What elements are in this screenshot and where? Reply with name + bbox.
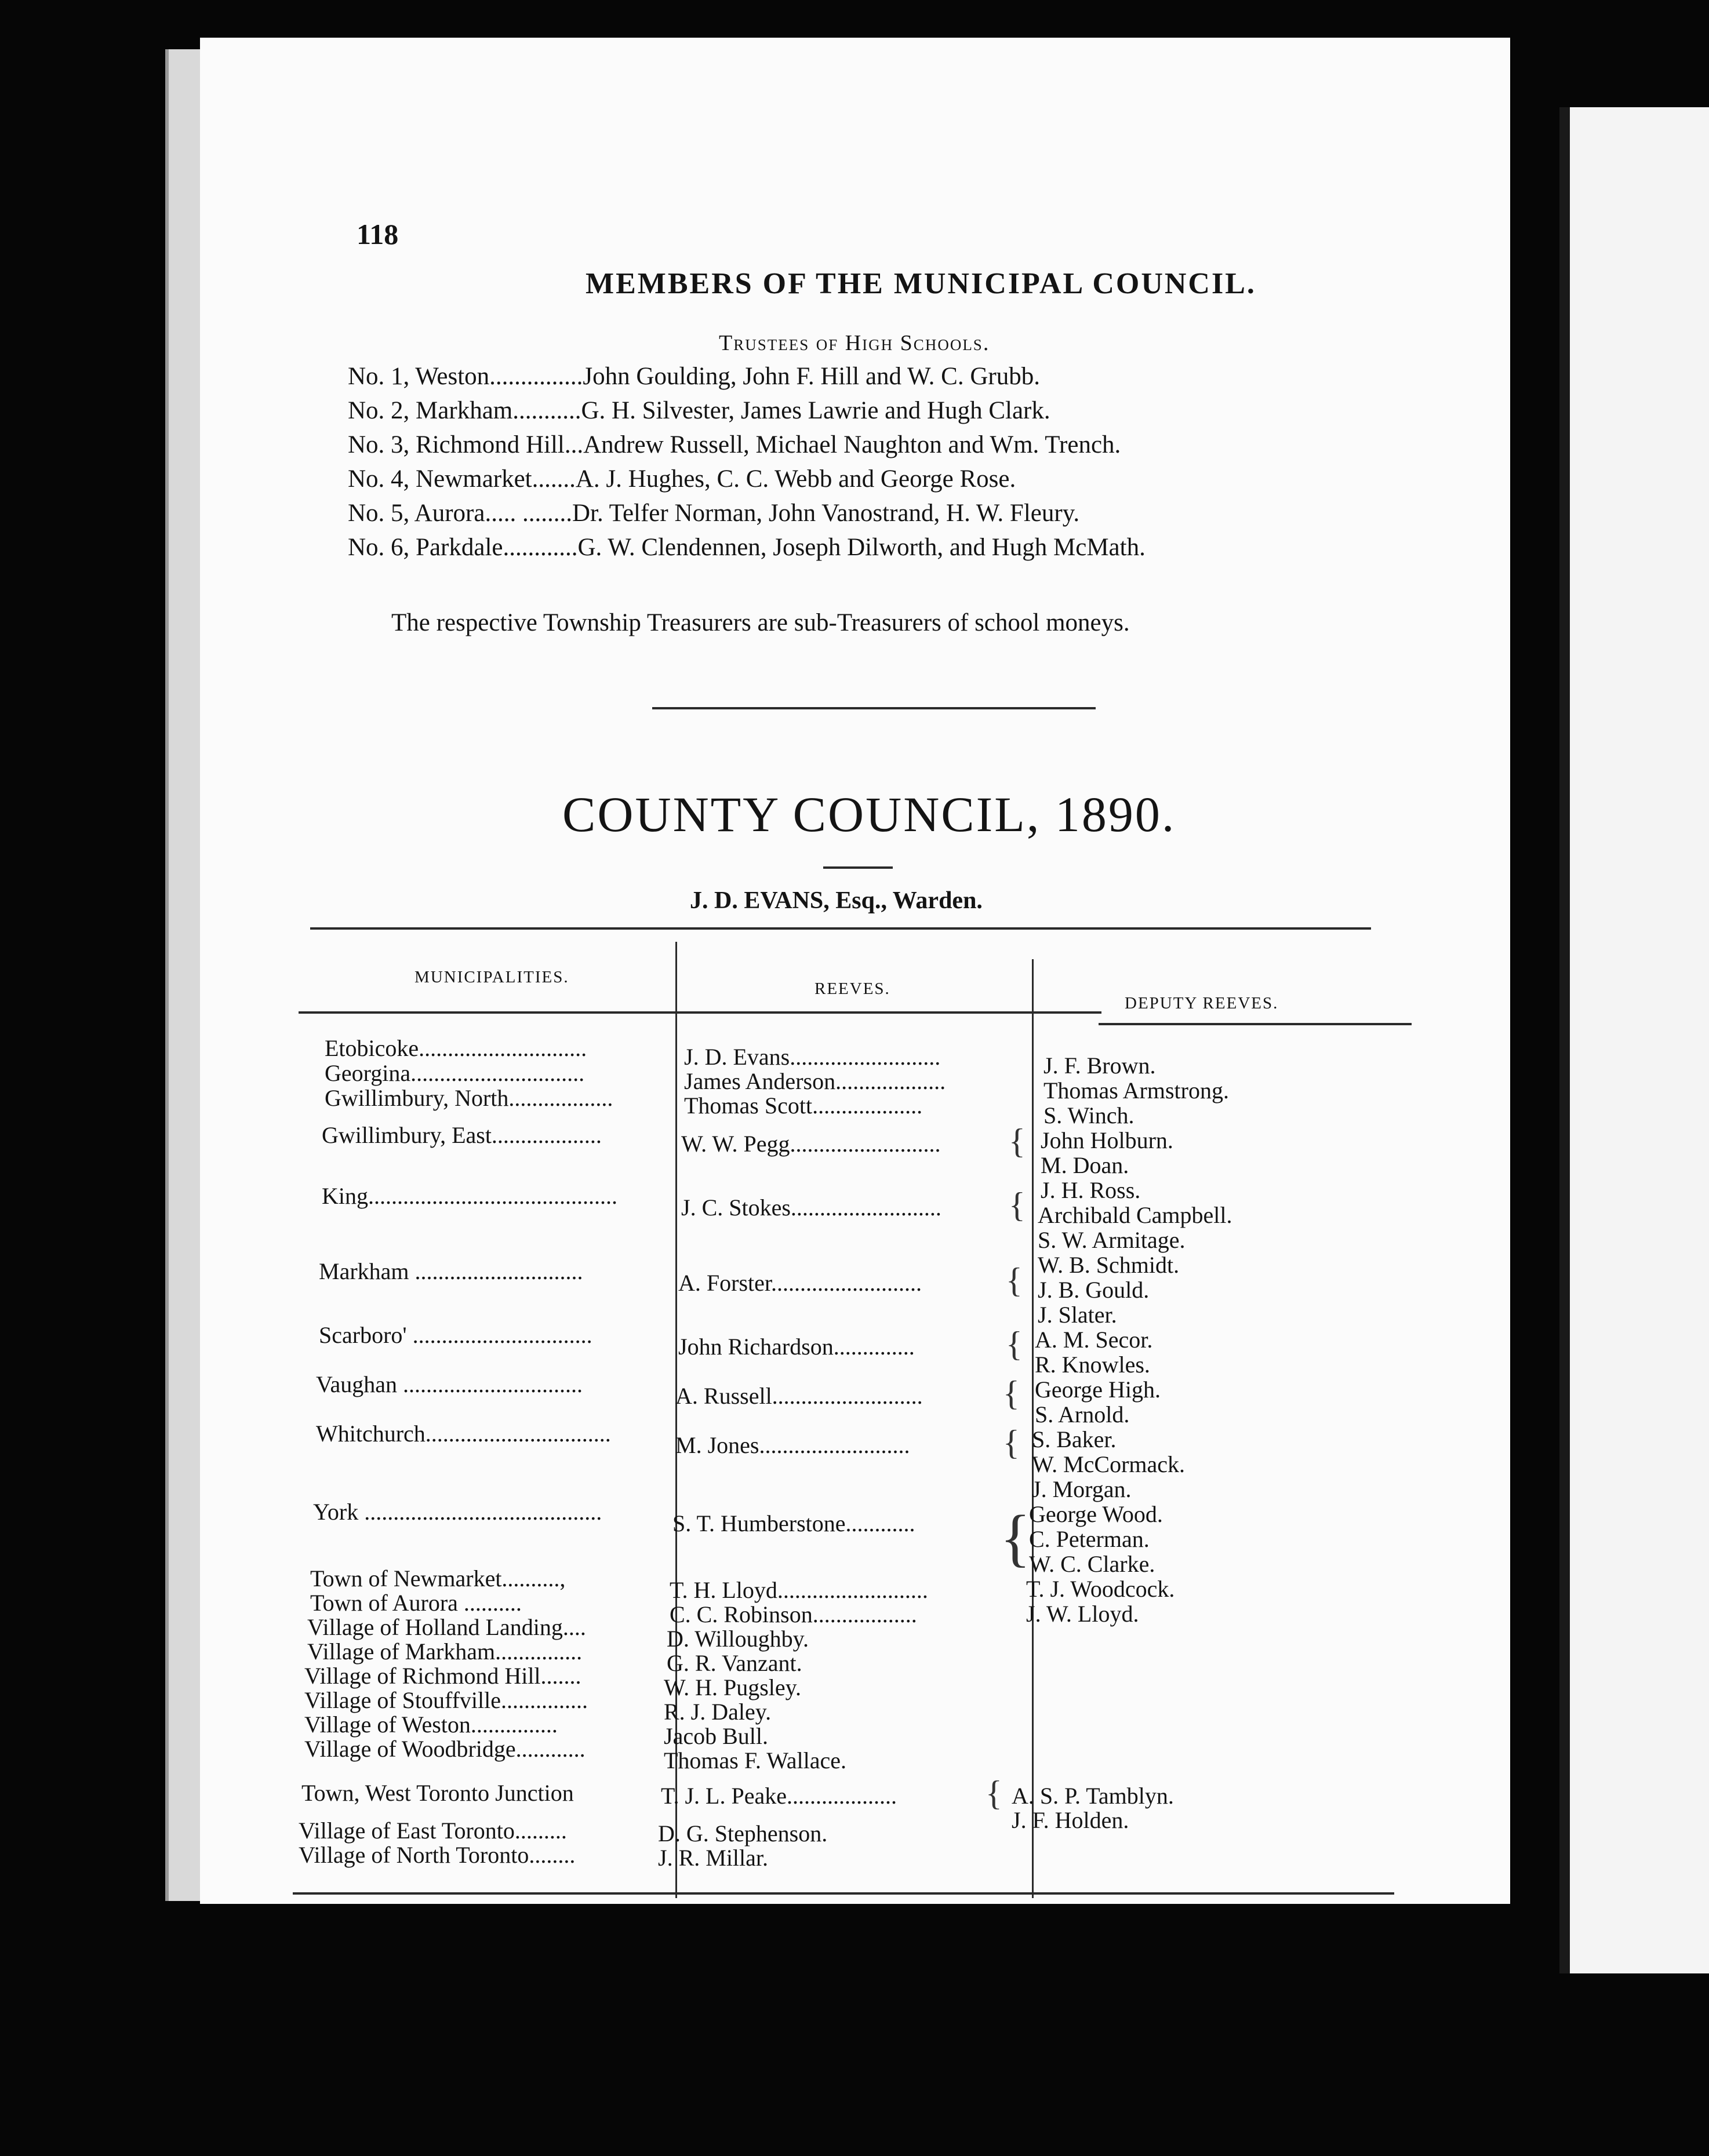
treasurers-note: The respective Township Treasurers are sub-Treasurers of school moneys. xyxy=(391,609,1130,636)
reeve-cell: M. Jones.......................... xyxy=(675,1432,910,1458)
deputy-reeve-cell: M. Doan. xyxy=(1041,1152,1129,1178)
trustee-line: No. 3, Richmond Hill...Andrew Russell, Michael Naughton and Wm. Trench. xyxy=(348,431,1121,458)
header-underline-municipalities xyxy=(299,1011,780,1014)
municipality-cell: Village of Markham............... xyxy=(307,1638,583,1665)
brace-mark: { xyxy=(1009,1186,1026,1224)
deputy-reeve-cell: Archibald Campbell. xyxy=(1038,1202,1232,1228)
reeve-cell: D. Willoughby. xyxy=(667,1626,809,1652)
municipality-cell: Gwillimbury, East................... xyxy=(322,1122,602,1148)
reeve-cell: J. D. Evans.......................... xyxy=(684,1044,941,1070)
deputy-reeve-cell: J. Morgan. xyxy=(1032,1476,1132,1502)
municipality-cell: Markham ............................. xyxy=(319,1258,583,1284)
reeve-cell: C. C. Robinson.................. xyxy=(670,1601,917,1627)
trustee-line: No. 4, Newmarket.......A. J. Hughes, C. C. Webb and George Rose. xyxy=(348,465,1016,493)
deputy-reeve-cell: T. J. Woodcock. xyxy=(1026,1576,1175,1602)
brace-mark: { xyxy=(1009,1122,1026,1160)
section-divider xyxy=(652,707,1096,709)
running-head: MEMBERS OF THE MUNICIPAL COUNCIL. xyxy=(586,267,1256,300)
reeve-cell: John Richardson.............. xyxy=(678,1334,915,1360)
deputy-reeve-cell: J. F. Holden. xyxy=(1012,1807,1129,1833)
deputy-reeve-cell: George High. xyxy=(1035,1376,1161,1403)
municipality-cell: Georgina.............................. xyxy=(325,1060,585,1086)
deputy-reeve-cell: A. M. Secor. xyxy=(1035,1327,1153,1353)
municipality-cell: Vaughan ............................... xyxy=(316,1371,583,1397)
page-title: COUNTY COUNCIL, 1890. xyxy=(562,786,1176,842)
book-page xyxy=(200,38,1510,1904)
deputy-reeve-cell: W. McCormack. xyxy=(1032,1451,1186,1477)
municipality-cell: Village of Woodbridge............ xyxy=(304,1736,586,1762)
municipality-cell: Whitchurch................................ xyxy=(316,1421,611,1447)
deputy-reeve-cell: John Holburn. xyxy=(1041,1127,1173,1153)
deputy-reeve-cell: R. Knowles. xyxy=(1035,1352,1150,1378)
trustees-list xyxy=(348,359,1146,565)
column-header-deputy-reeves: DEPUTY REEVES. xyxy=(1125,994,1279,1013)
brace-mark: { xyxy=(1006,1325,1023,1363)
column-header-reeves: REEVES. xyxy=(814,979,890,998)
municipality-cell: Gwillimbury, North.................. xyxy=(325,1085,613,1111)
municipality-cell: Village of Stouffville............... xyxy=(304,1687,588,1713)
header-underline-deputy xyxy=(1099,1023,1412,1025)
brace-mark: { xyxy=(1006,1261,1023,1299)
municipality-cell: Village of East Toronto......... xyxy=(299,1818,567,1844)
brace-mark: { xyxy=(1003,1374,1020,1412)
municipality-cell: King........................................... xyxy=(322,1183,617,1209)
deputy-reeve-cell: C. Peterman. xyxy=(1029,1526,1150,1552)
deputy-reeve-cell: J. B. Gould. xyxy=(1038,1277,1150,1303)
brace-mark: { xyxy=(1000,1502,1031,1573)
deputy-reeve-cell: J. F. Brown. xyxy=(1043,1052,1156,1079)
reeve-cell: James Anderson................... xyxy=(684,1068,946,1094)
reeve-cell: J. R. Millar. xyxy=(658,1845,769,1871)
table-bottom-rule xyxy=(293,1892,1394,1895)
trustee-line: No. 5, Aurora..... ........Dr. Telfer Norman, John Vanostrand, H. W. Fleury. xyxy=(348,500,1080,527)
reeve-cell: G. R. Vanzant. xyxy=(667,1650,802,1676)
trustee-line: No. 1, Weston...............John Goulding, John F. Hill and W. C. Grubb. xyxy=(348,363,1040,390)
table-top-rule xyxy=(310,927,1371,930)
deputy-reeve-cell: W. C. Clarke. xyxy=(1029,1551,1155,1577)
deputy-reeve-cell: S. Winch. xyxy=(1043,1102,1135,1128)
reeve-cell: Thomas F. Wallace. xyxy=(664,1747,846,1773)
municipality-cell: Village of Holland Landing.... xyxy=(307,1614,586,1640)
facing-page-edge xyxy=(1559,107,1709,1973)
trustee-line: No. 2, Markham...........G. H. Silvester, James Lawrie and Hugh Clark. xyxy=(348,397,1050,424)
reeve-cell: W. H. Pugsley. xyxy=(664,1674,802,1700)
municipality-cell: Town of Newmarket.........., xyxy=(310,1565,566,1591)
column-header-municipalities: MUNICIPALITIES. xyxy=(414,968,569,986)
reeve-cell: J. C. Stokes.......................... xyxy=(681,1194,941,1221)
page-number: 118 xyxy=(357,218,399,250)
municipality-cell: York ......................................... xyxy=(313,1499,602,1525)
deputy-reeve-cell: A. S. P. Tamblyn. xyxy=(1012,1783,1174,1809)
reeve-cell: W. W. Pegg.......................... xyxy=(681,1131,941,1157)
trustee-line: No. 6, Parkdale............G. W. Clendennen, Joseph Dilworth, and Hugh McMath. xyxy=(348,534,1146,561)
title-underline xyxy=(823,866,893,869)
header-underline-reeves xyxy=(777,1011,1101,1014)
deputy-reeve-cell: J. Slater. xyxy=(1038,1302,1117,1328)
deputy-reeve-cell: George Wood. xyxy=(1029,1501,1163,1527)
municipality-cell: Town, West Toronto Junction xyxy=(301,1780,574,1806)
reeve-cell: R. J. Daley. xyxy=(664,1699,772,1725)
municipality-cell: Etobicoke............................. xyxy=(325,1035,587,1061)
municipality-cell: Village of Weston............... xyxy=(304,1711,558,1738)
deputy-reeve-cell: W. B. Schmidt. xyxy=(1038,1252,1180,1278)
warden-line: J. D. EVANS, Esq., Warden. xyxy=(690,887,983,914)
deputy-reeve-cell: S. Baker. xyxy=(1032,1426,1117,1452)
brace-mark: { xyxy=(1003,1423,1020,1462)
reeve-cell: A. Forster.......................... xyxy=(678,1270,922,1296)
municipality-cell: Village of North Toronto........ xyxy=(299,1842,576,1868)
deputy-reeve-cell: J. W. Lloyd. xyxy=(1026,1601,1139,1627)
reeve-cell: Jacob Bull. xyxy=(664,1723,768,1749)
municipality-cell: Town of Aurora .......... xyxy=(310,1590,522,1616)
reeve-cell: S. T. Humberstone............ xyxy=(672,1510,915,1536)
deputy-reeve-cell: J. H. Ross. xyxy=(1041,1177,1141,1203)
reeve-cell: D. G. Stephenson. xyxy=(658,1820,828,1847)
deputy-reeve-cell: S. W. Armitage. xyxy=(1038,1227,1186,1253)
deputy-reeve-cell: Thomas Armstrong. xyxy=(1043,1077,1229,1104)
reeve-cell: T. J. L. Peake................... xyxy=(661,1783,897,1809)
reeve-cell: Thomas Scott................... xyxy=(684,1092,923,1119)
trustees-heading: Trustees of High Schools. xyxy=(719,331,990,355)
deputy-reeve-cell: S. Arnold. xyxy=(1035,1401,1130,1427)
brace-mark: { xyxy=(986,1774,1002,1812)
municipality-cell: Scarboro' ............................... xyxy=(319,1322,592,1348)
reeve-cell: A. Russell.......................... xyxy=(675,1383,923,1409)
municipality-cell: Village of Richmond Hill....... xyxy=(304,1663,581,1689)
reeve-cell: T. H. Lloyd.......................... xyxy=(670,1577,928,1603)
